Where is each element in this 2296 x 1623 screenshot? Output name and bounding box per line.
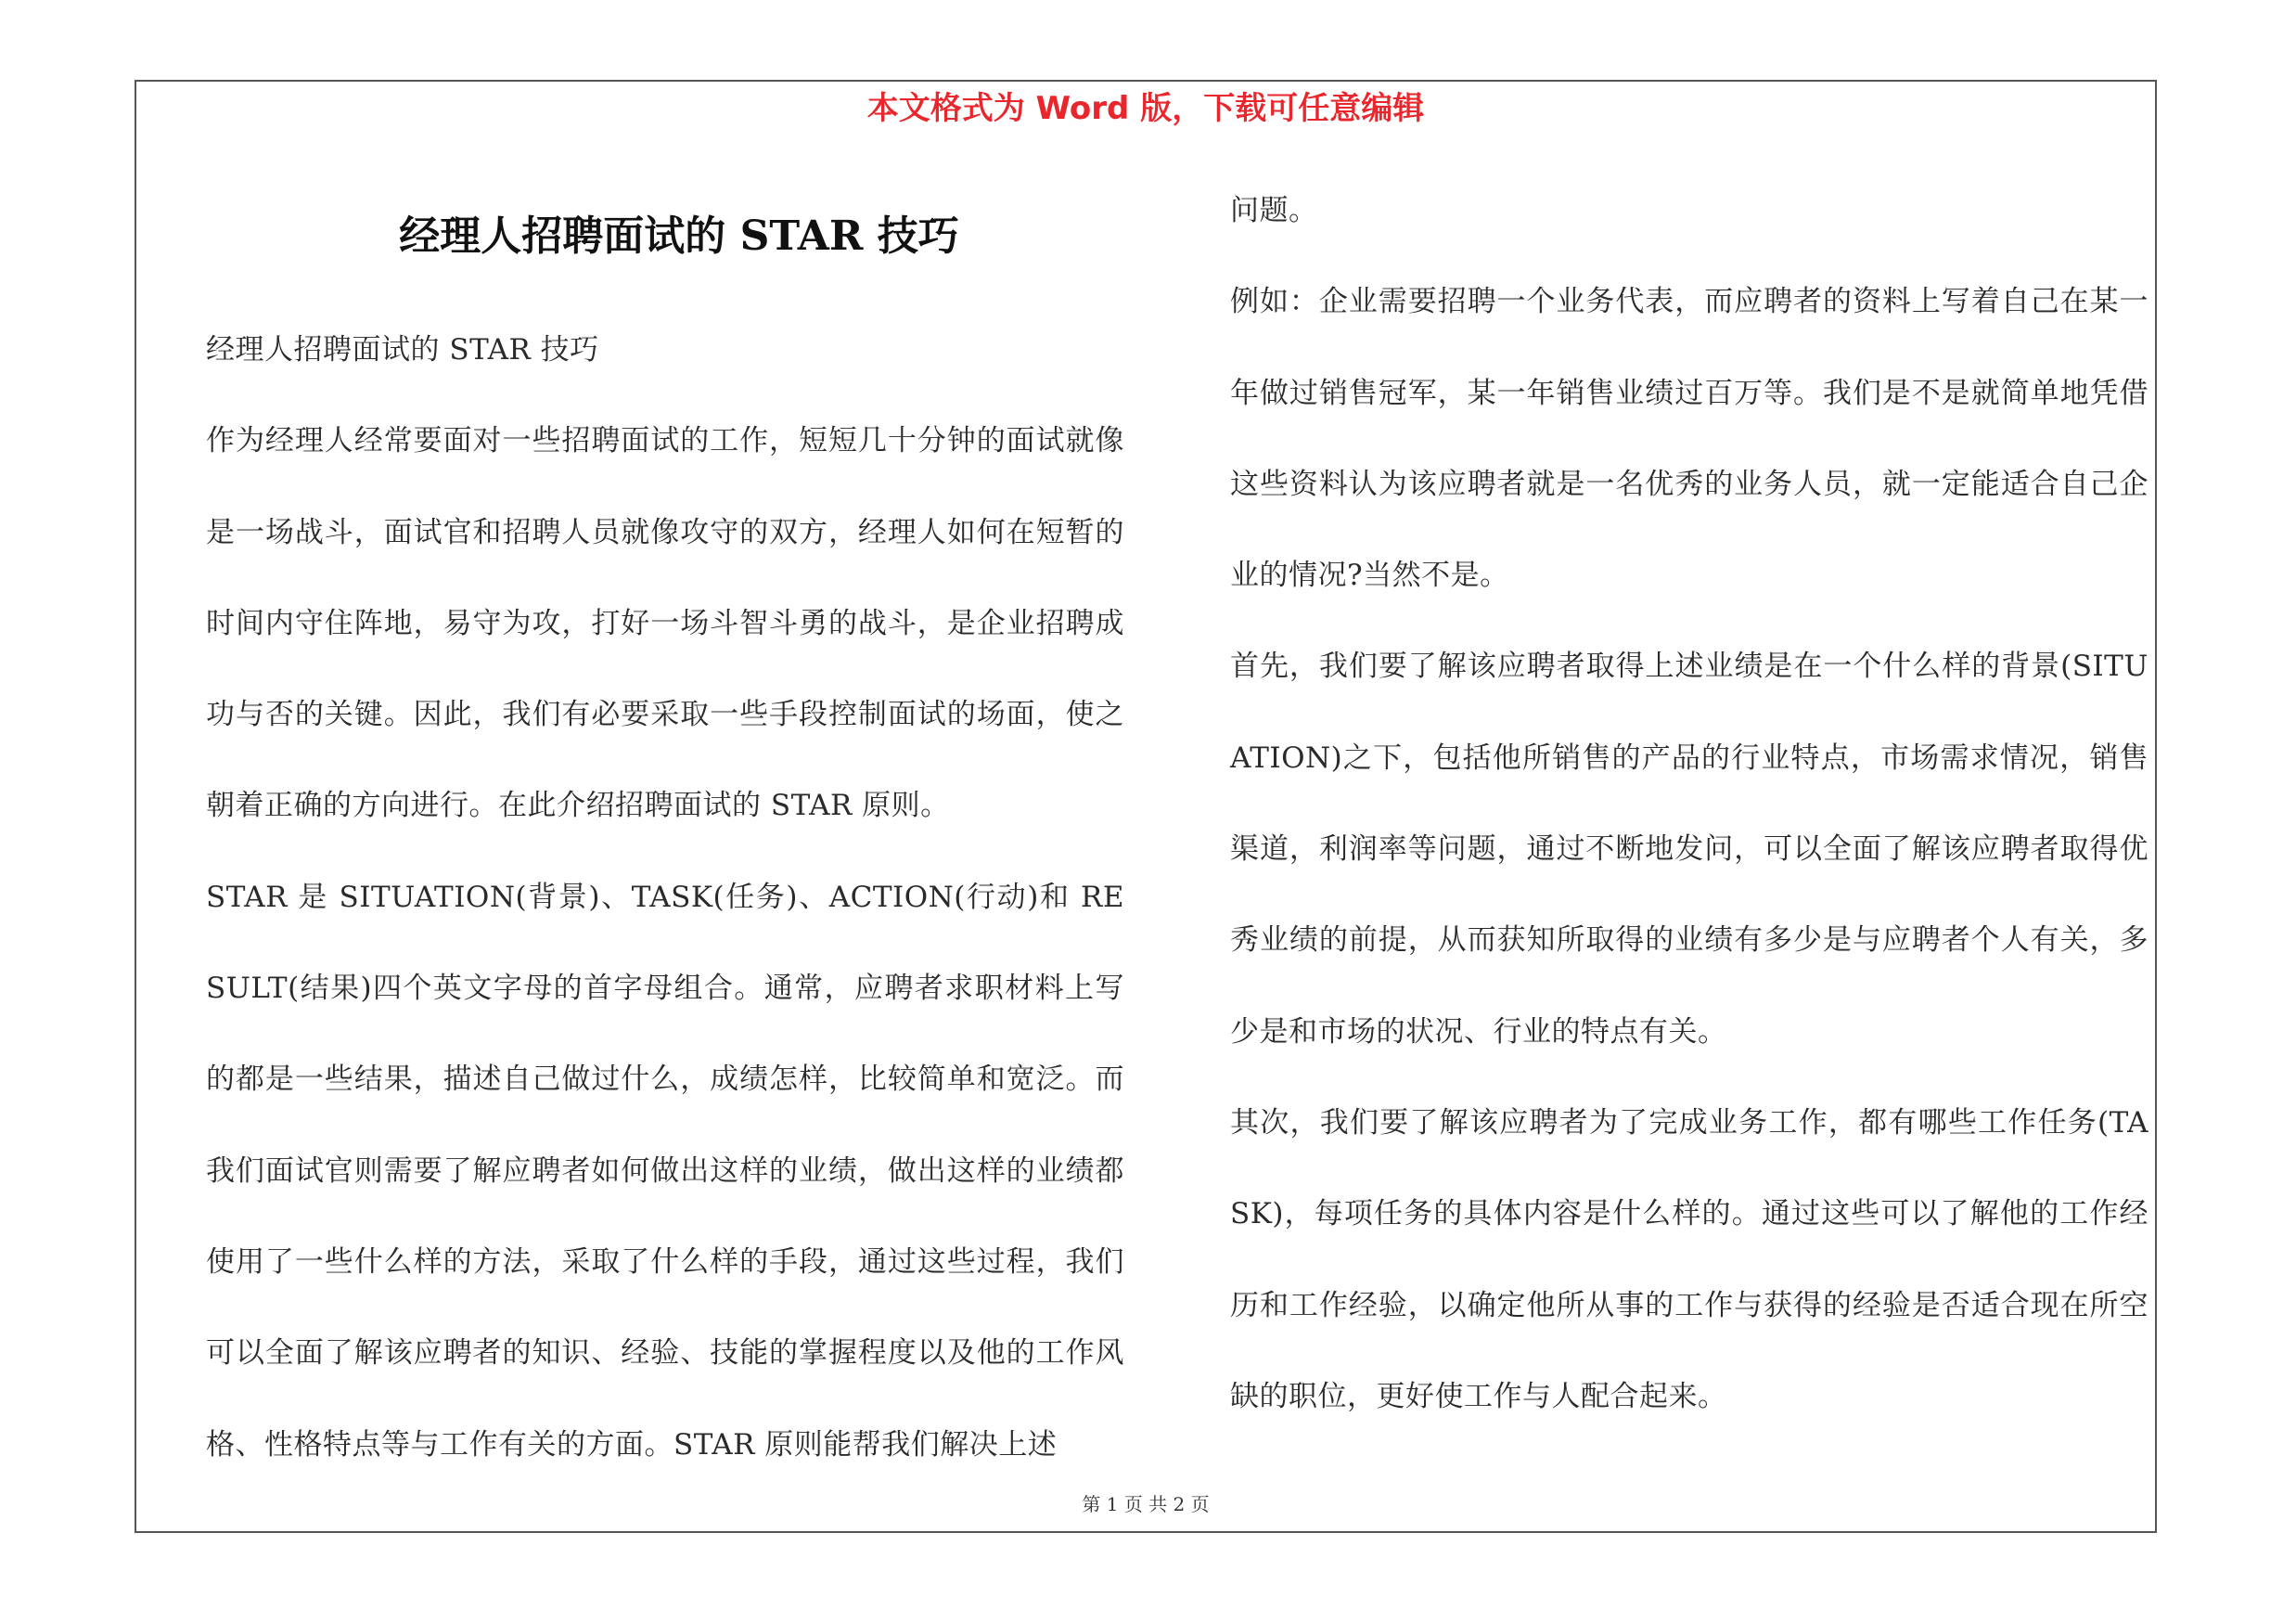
word-format-notice: 本文格式为 Word 版，下载可任意编辑 [866, 90, 1425, 127]
intro-paragraph: 作为经理人经常要面对一些招聘面试的工作，短短几十分钟的面试就像是一场战斗，面试官和招聘人员就像攻守的双方，经理人如何在短暂的时间内守住阵地，易守为攻，打好一场斗智斗勇的战斗，是企业招聘成功与否的关键。因此，我们有必要采取一些手段控制面试的场面，使之朝着正确的方向进行。在此介绍招聘面试的 STAR 原则。 [206, 424, 1124, 823]
task-paragraph: 其次，我们要了解该应聘者为了完成业务工作，都有哪些工作任务(TASK)，每项任务的具体内容是什么样的。通过这些可以了解他的工作经历和工作经验，以确定他所从事的工作与获得的经验是否适合现在所空缺的职位，更好使工作与人配合起来。 [1230, 1105, 2148, 1413]
left-column [206, 304, 1124, 1490]
page-number: 第 1 页 共 2 页 [1082, 1493, 1210, 1515]
right-column [1230, 165, 2148, 1442]
continuation-paragraph: 问题。 [1230, 194, 1318, 227]
example-paragraph: 例如：企业需要招聘一个业务代表，而应聘者的资料上写着自己在某一年做过销售冠军，某一年销售业绩过百万等。我们是不是就简单地凭借这些资料认为该应聘者就是一名优秀的业务人员，就一定能适合自己企业的情况?当然不是。 [1230, 285, 2148, 593]
situation-paragraph: 首先，我们要了解该应聘者取得上述业绩是在一个什么样的背景(SITUATION)之下，包括他所销售的产品的行业特点，市场需求情况，销售渠道，利润率等问题，通过不断地发问，可以全面了解该应聘者取得优秀业绩的前提，从而获知所取得的业绩有多少是与应聘者个人有关，多少是和市场的状况、行业的特点有关。 [1230, 650, 2148, 1049]
document-title: 经理人招聘面试的 STAR 技巧 [399, 213, 959, 260]
subtitle-paragraph: 经理人招聘面试的 STAR 技巧 [206, 333, 599, 367]
star-definition-paragraph: STAR 是 SITUATION(背景)、TASK(任务)、ACTION(行动)和 RESULT(结果)四个英文字母的首字母组合。通常，应聘者求职材料上写的都是一些结果，描述自己做过什么，成绩怎样，比较简单和宽泛。而我们面试官则需要了解应聘者如何做出这样的业绩，做出这样的业绩都使用了一些什么样的方法，采取了什么样的手段，通过这些过程，我们可以全面了解该应聘者的知识、经验、技能的掌握程度以及他的工作风格、性格特点等与工作有关的方面。STAR 原则能帮我们解决上述 [206, 880, 1124, 1462]
